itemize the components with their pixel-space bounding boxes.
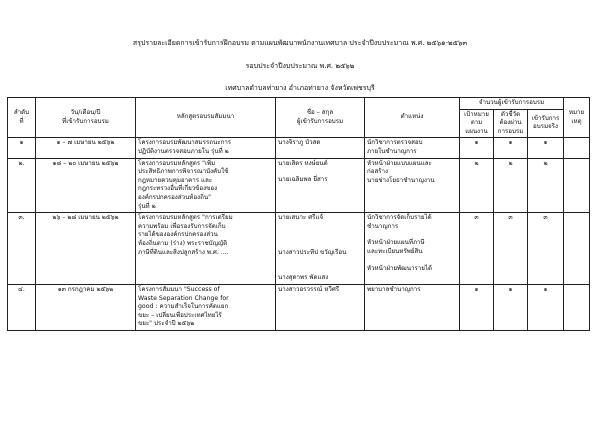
header-name: ชื่อ – สกุล ผู้เข้ารับการอบรม (276, 98, 365, 138)
row-actual: ๒ (528, 158, 564, 213)
row-course: โครงการอบรมหลักสูตร "เพิ่ม ประสิทธิภาพการพิจารณาบังคับใช้ กฎหมายควบคุมอาคาร และ กฎกระทรวงอื่นที่เกี่ยวข้องของ องค์กรปกครองส่วนท้องถิ่น" รุ่นที่ ๒ (136, 158, 276, 213)
row-names: นายเสนาะ ศรีแจ้ นางสาวประทีป ขวัญเรือน นางสุดาพร พัดแสง (276, 213, 365, 285)
header-indicator: ตัวชี้วัด ต้องผ่าน การอบรม (494, 109, 528, 138)
header-target: เป้าหมาย ตาม แผนงาน (460, 109, 494, 138)
row-names: นางสาวอรวรรณ์ หวีศรี (276, 284, 365, 330)
table-row (8, 158, 590, 213)
row-course: โครงการอบรมหลักสูตร "การเตรียม ความพร้อม เพื่อรองรับการจัดเก็บ รายได้ขององค์กรปกครองส่วน ท้องถิ่นตาม (ร่าง) พระราชบัญญัติ ภาษีที่ดินและสิ่งปลูกสร้าง พ.ศ. .... (136, 213, 276, 285)
row-course: โครงการสัมมนา "Success of Waste Separation Change for good : ความสำเร็จในการคัดแยก ขยะ – เปลี่ยนเพื่อประเทศไทยไร้ ขยะ" ประจำปี ๒๕๖๒ (136, 284, 276, 330)
row-positions: นักวิชาการตรวจสอบ ภายในชำนาญการ (365, 138, 460, 158)
table-row (8, 138, 590, 158)
row-note (564, 213, 590, 285)
row-date: ๑๘ – ๒๐ เมษายน ๒๕๖๒ (36, 158, 136, 213)
header-actual: เข้ารับการ อบรมจริง (528, 109, 564, 138)
row-date: ๑๓ กรกฎาคม ๒๕๖๒ (36, 284, 136, 330)
document-title: สรุปรายละเอียดการเข้ารับการฝึกอบรม ตามแผนพัฒนาพนักงานเทศบาล ประจำปีงบประมาณ พ.ศ. ๒๕๖๑-๒๕๖๓ (132, 39, 468, 47)
row-note (564, 158, 590, 213)
row-positions: หัวหน้าฝ่ายแบบแผนและ ก่อสร้าง นายช่างโยธาชำนาญงาน (365, 158, 460, 213)
document-subtitle: รอบประจำปีงบประมาณ พ.ศ. ๒๕๖๒ (245, 62, 355, 70)
row-positions: พยาบาลชำนาญการ (365, 284, 460, 330)
row-indicator: ๑ (494, 138, 528, 158)
row-no: ๑ (8, 138, 36, 158)
row-note (564, 138, 590, 158)
row-no: ๓. (8, 213, 36, 285)
header-date: วัน/เดือน/ปี ที่เข้ารับการอบรม (36, 98, 136, 138)
row-no: ๒. (8, 158, 36, 213)
row-actual: ๑ (528, 138, 564, 158)
table-row (8, 213, 590, 285)
header-no: ลำดับ ที่ (8, 98, 36, 138)
row-indicator: ๑ (494, 284, 528, 330)
row-target: ๑ (460, 138, 494, 158)
row-indicator: ๒ (494, 158, 528, 213)
row-indicator: ๓ (494, 213, 528, 285)
organization-name: เทศบาลตำบลท่ายาง อำเภอท่ายาง จังหวัดเพชรบุรี (225, 84, 375, 92)
row-no: ๔. (8, 284, 36, 330)
row-note (564, 284, 590, 330)
row-target: ๒ (460, 158, 494, 213)
table-header-row (8, 98, 590, 110)
header-count-group: จำนวนผู้เข้ารับการอบรม (460, 98, 564, 110)
header-course: หลักสูตรอบรมสัมมนา (136, 98, 276, 138)
row-actual: ๓ (528, 213, 564, 285)
row-date: ๑ – ๗ เมษายน ๒๕๖๒ (36, 138, 136, 158)
row-positions: นักวิชาการจัดเก็บรายได้ ชำนาญการ หัวหน้าฝ่ายแผนที่ภาษี และทะเบียนทรัพย์สิน หัวหน้าฝ่ายพัฒนารายได้ (365, 213, 460, 285)
row-names: นางจิราภู บัวสด (276, 138, 365, 158)
training-summary-table (7, 97, 590, 331)
header-position: ตำแหน่ง (365, 98, 460, 138)
row-actual: ๑ (528, 284, 564, 330)
row-course: โครงการอบรมพัฒนาสมรรถนะการ ปฏิบัติงานตรวจสอบภายใน รุ่นที่ ๒ (136, 138, 276, 158)
header-note: หมาย เหตุ (564, 98, 590, 138)
row-date: ๒๖ – ๒๘ เมษายน ๒๕๖๒ (36, 213, 136, 285)
table-row (8, 284, 590, 330)
row-target: ๓ (460, 213, 494, 285)
row-target: ๑ (460, 284, 494, 330)
row-names: นายเสิดร หงษ์ยนต์ นายเฉลิมพล ยี่สาร (276, 158, 365, 213)
